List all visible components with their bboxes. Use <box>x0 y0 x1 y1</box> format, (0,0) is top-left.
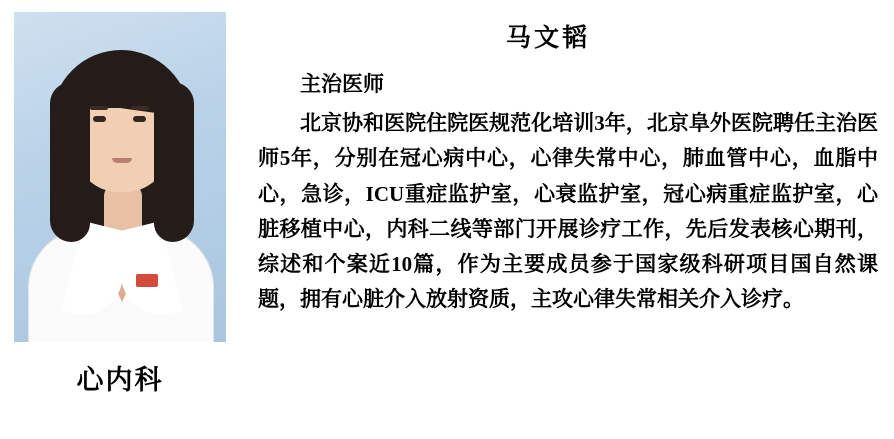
doctor-portrait-photo <box>14 12 226 342</box>
portrait-eyebrow-right <box>131 106 149 110</box>
text-column <box>258 18 878 318</box>
doctor-biography: 北京协和医院住院医规范化培训3年，北京阜外医院聘任主治医师5年，分别在冠心病中心，心律失常中心，肺血管中心，血脂中心，急诊，ICU重症监护室，心衰监护室，冠心病重症监护室，心脏移植中心，内科二线等部门开展诊疗工作，先后发表核心期刊，综述和个案近10篇，作为主要成员参于国家级科研项目国自然课题，拥有心脏介入放射资质，主攻心律失常相关介入诊疗。 <box>258 111 878 312</box>
portrait-fringe <box>70 56 174 108</box>
department-label: 心内科 <box>76 365 164 395</box>
portrait-mouth <box>112 158 132 163</box>
photo-column <box>14 12 234 397</box>
portrait-name-badge <box>136 274 158 287</box>
portrait-eyebrow-left <box>90 106 108 110</box>
portrait-eye-left <box>93 116 106 122</box>
doctor-name: 马文韬 <box>505 25 590 52</box>
portrait-eye-right <box>133 116 146 122</box>
doctor-title: 主治医师 <box>300 72 384 96</box>
